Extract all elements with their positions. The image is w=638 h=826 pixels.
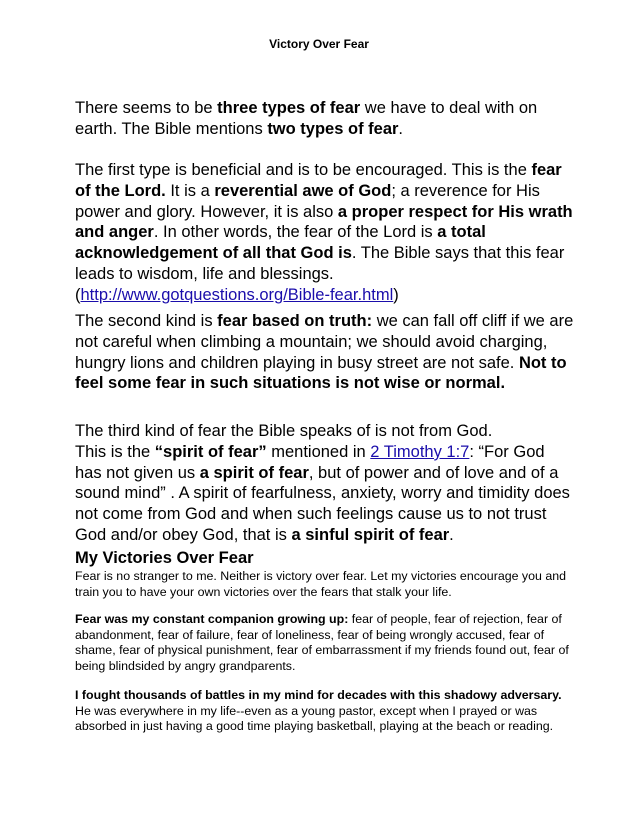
- section-heading: My Victories Over Fear: [75, 549, 254, 567]
- bold-run: three types of fear: [217, 99, 361, 117]
- text-run: There seems to be: [75, 99, 218, 117]
- paragraph-thousands-of-battles: [75, 688, 575, 735]
- bold-run: a proper respect for His wrath and anger: [75, 202, 573, 242]
- bold-run: “spirit of fear”: [154, 442, 267, 461]
- text-run: This is the: [75, 442, 155, 461]
- text-run: He was everywhere in my life--even as a young pastor, except when I prayed or was absorbed in just having a good time playing basketball, playing at the beach or reading.: [75, 703, 554, 734]
- text-run: ): [393, 285, 399, 304]
- text-run: . In other words, the fear of the Lord is: [153, 223, 438, 242]
- text-run: The second kind is: [75, 312, 218, 330]
- text-run: we have to deal with on earth. The Bible mentions: [75, 99, 538, 138]
- gotquestions-link[interactable]: http://www.gotquestions.org/Bible-fear.html: [80, 285, 394, 304]
- bold-run: I fought thousands of battles in my mind for decades with this shadowy adversary.: [75, 688, 562, 702]
- bold-run: a total acknowledgement of all that God is: [75, 223, 486, 263]
- bold-run: fear based on truth:: [217, 312, 373, 330]
- text-run: . The Bible says that this fear leads to wisdom, life and blessings.: [75, 244, 565, 283]
- text-run: The third kind of fear the Bible speaks of is not from God.: [75, 422, 493, 440]
- bold-run: reverential awe of God: [214, 181, 392, 200]
- text-run: Fear is no stranger to me. Neither is victory over fear. Let my victories encourage you and train you to have your own victories over the fears that stalk your life.: [75, 569, 567, 599]
- bold-run: two types of fear: [267, 119, 399, 138]
- paragraph-constant-companion: [75, 612, 575, 674]
- paragraph-fear-of-the-lord: [75, 160, 575, 306]
- bold-run: Fear was my constant companion growing up:: [75, 612, 349, 626]
- paragraph-spirit-of-fear: [75, 421, 575, 546]
- text-run: .: [398, 119, 404, 138]
- bold-run: fear of the Lord.: [75, 161, 562, 200]
- bold-run: a sinful spirit of fear: [291, 525, 450, 544]
- text-run: : “For God has not given us: [75, 442, 545, 482]
- text-run: , but of power and of love and of a sound mind” . A spirit of fearfulness, anxiety, worry and timidity does not come from God and when such feelings cause us to not trust God and/or obey God, that is: [75, 463, 570, 544]
- bold-run: a spirit of fear: [199, 463, 309, 482]
- timothy-verse-link[interactable]: 2 Timothy 1:7: [370, 442, 470, 461]
- page-header-title: Victory Over Fear: [269, 37, 369, 51]
- text-run: fear of people, fear of rejection, fear of abandonment, fear of failure, fear of loneliness, fear of being wrongly accused, fear of shame, fear of physical punishment, fear of embarrassment if my friends found out, fear of being blindsided by angry grandparents.: [75, 612, 569, 673]
- text-run: ; a reverence for His power and glory. However, it is also: [75, 181, 540, 221]
- text-run: mentioned in: [266, 442, 371, 461]
- text-run: we can fall off cliff if we are not careful when climbing a mountain; we should avoid charging, hungry lions and children playing in busy street are not safe.: [75, 312, 574, 372]
- bold-run: Not to feel some fear in such situations is not wise or normal.: [75, 353, 567, 393]
- paragraph-fear-types-intro: [75, 98, 575, 140]
- paragraph-fear-based-on-truth: [75, 311, 575, 394]
- text-run: The first type is beneficial and is to be encouraged. This is the: [75, 161, 532, 179]
- text-run: .: [449, 525, 454, 544]
- text-run: (: [75, 285, 81, 304]
- paragraph-victories-intro: [75, 569, 575, 600]
- text-run: It is a: [165, 181, 215, 200]
